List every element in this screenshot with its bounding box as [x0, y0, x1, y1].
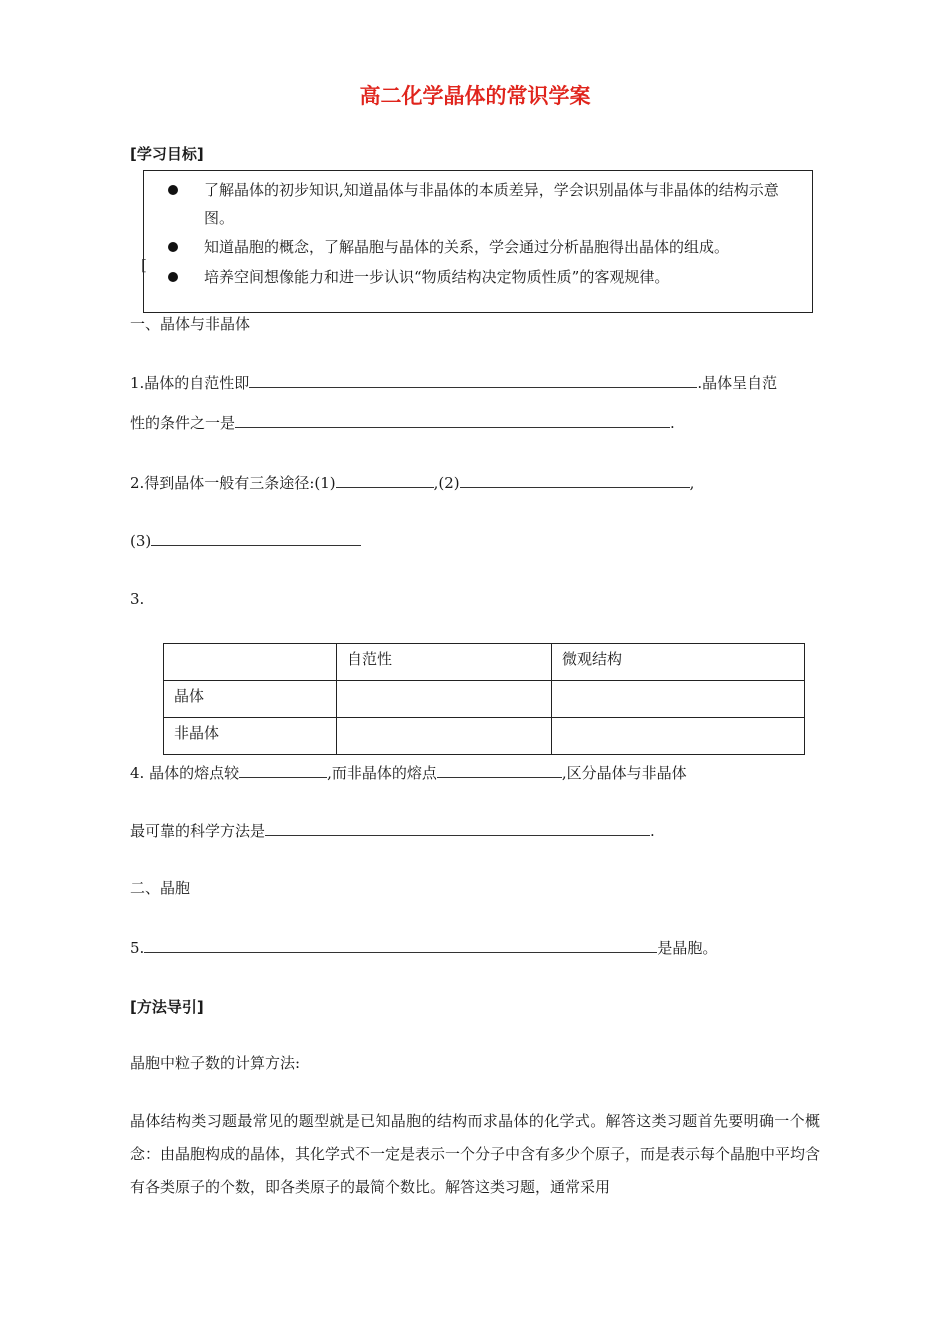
answer-blank[interactable] [239, 762, 327, 778]
page-title: 高二化学晶体的常识学案 [359, 84, 591, 108]
question-4-line2: 最可靠的科学方法是 . [130, 822, 655, 840]
answer-blank[interactable] [249, 372, 697, 388]
bullet-icon [168, 185, 178, 195]
table-header-cell: 微观结构 [552, 644, 805, 681]
answer-blank[interactable] [265, 820, 650, 836]
table-row [164, 644, 805, 681]
question-3: 3. [130, 590, 145, 608]
answer-blank[interactable] [151, 530, 361, 546]
question-2-line2: (3) [130, 530, 361, 551]
bullet-icon [168, 272, 178, 282]
comparison-table [163, 643, 805, 755]
section2-heading: 二、晶胞 [130, 879, 191, 897]
answer-blank[interactable] [460, 472, 690, 488]
table-row-label: 晶体 [164, 681, 337, 718]
question-1-line1: 1.晶体的自范性即 .晶体呈自范 [130, 374, 778, 392]
question-5: 5. 是晶胞。 [130, 939, 718, 957]
answer-blank[interactable] [437, 762, 562, 778]
table-cell[interactable] [337, 681, 552, 718]
method-heading: [方法导引] [130, 998, 204, 1016]
question-4-line1: 4. 晶体的熔点较 ,而非晶体的熔点 ,区分晶体与非晶体 [130, 764, 687, 782]
table-cell[interactable] [337, 718, 552, 755]
answer-blank[interactable] [336, 472, 434, 488]
objectives-heading: [学习目标] [130, 145, 204, 163]
question-2-line1: 2.得到晶体一般有三条途径:(1) ,(2) , [130, 474, 695, 492]
table-row [164, 681, 805, 718]
hidden-bracket: [ [141, 256, 147, 274]
table-cell[interactable] [552, 718, 805, 755]
method-paragraph: 晶体结构类习题最常见的题型就是已知晶胞的结构而求晶体的化学式。解答这类习题首先要明确一个概念：由晶胞构成的晶体，其化学式不一定是表示一个分子中含有多少个原子，而是表示每个晶胞中平均含有各类原子的个数，即各类原子的最简个数比。解答这类习题，通常采用 [130, 1112, 821, 1196]
answer-blank[interactable] [144, 937, 657, 953]
table-cell [164, 644, 337, 681]
table-cell[interactable] [552, 681, 805, 718]
table-row [164, 718, 805, 755]
method-subheading: 晶胞中粒子数的计算方法: [130, 1054, 301, 1072]
section1-heading: 一、晶体与非晶体 [130, 315, 251, 333]
bullet-icon [168, 242, 178, 252]
table-header-cell: 自范性 [337, 644, 552, 681]
question-1-line2: 性的条件之一是 . [130, 414, 675, 432]
table-row-label: 非晶体 [164, 718, 337, 755]
answer-blank[interactable] [235, 412, 670, 428]
objectives-box: 了解晶体的初步知识,知道晶体与非晶体的本质差异，学会识别晶体与非晶体的结构示意图。 知道晶胞的概念，了解晶胞与晶体的关系，学会通过分析晶胞得出晶体的组成。 培养空间想像能力和进一步认识“物质结构决定物质性质”的客观规律。 [143, 170, 813, 313]
